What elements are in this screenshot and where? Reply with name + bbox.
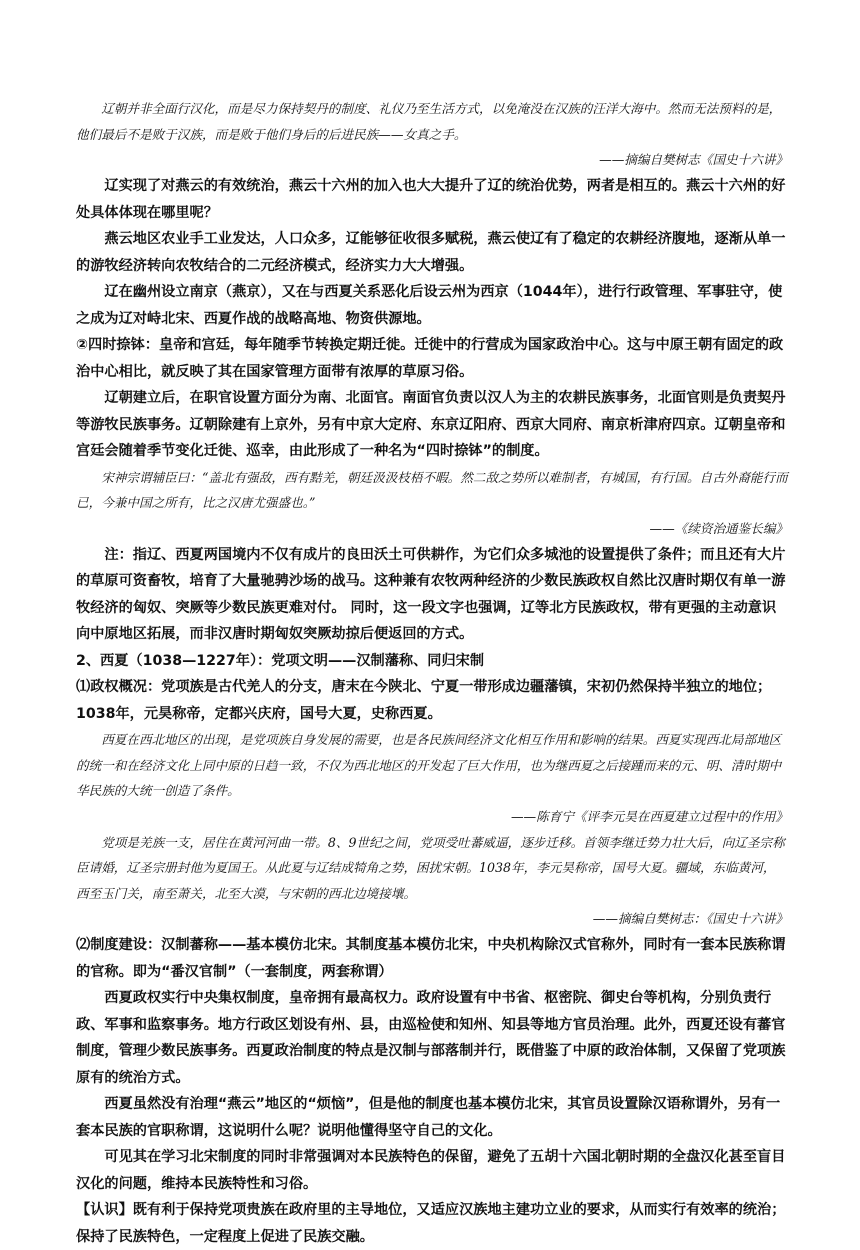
document-page (76, 96, 788, 1250)
paragraph-yanyun-economy: 燕云地区农业手工业发达，人口众多，辽能够征收很多赋税，燕云使辽有了稳定的农耕经济腹地，逐渐从单一的游牧经济转向农牧结合的二元经济模式，经济实力大大增强。 (76, 231, 786, 274)
paragraph-yanyun-question: 辽实现了对燕云的有效统治，燕云十六州的加入也大大提升了辽的统治优势，两者是相互的。燕云十六州的好处具体体现在哪里呢？ (76, 178, 786, 221)
section-heading-western-xia: 2、西夏（1038—1227年）：党项文明——汉制藩称、同归宋制 (76, 652, 485, 669)
paragraph-understanding: 【认识】既有利于保持党项贵族在政府里的主导地位，又适应汉族地主建功立业的要求，从而实行有效率的统治；保持了民族特色，一定程度上促进了民族交融。 (76, 1202, 786, 1245)
paragraph-cultural-preservation: 西夏虽然没有治理“燕云”地区的“烦恼”，但是他的制度也基本模仿北宋，其官员设置除汉语称谓外，另有一套本民族的官职称谓，这说明什么呢？说明他懂得坚守自己的文化。 (76, 1096, 781, 1139)
paragraph-ethnic-characteristics: 可见其在学习北宋制度的同时非常强调对本民族特色的保留，避免了五胡十六国北朝时期的全盘汉化甚至盲目汉化的问题，维持本民族特性和习俗。 (76, 1149, 786, 1192)
paragraph-note: 注：指辽、西夏两国境内不仅有成片的良田沃土可供耕作，为它们众多城池的设置提供了条件；而且还有大片的草原可资畜牧，培育了大量驰骋沙场的战马。这种兼有农牧两种经济的少数民族政权自然比汉唐时期仅有单一游牧经济的匈奴、突厥等少数民族更难对付。 同时，这一段文字也强调，辽等北方民族政权，带有更强的主动意识向中原地区拓展，而非汉唐时期匈奴突厥劫掠后便返回的方式。 (76, 546, 786, 642)
quote-western-xia-significance: 西夏在西北地区的出现，是党项族自身发展的需要，也是各民族间经济文化相互作用和影响的结果。西夏实现西北局部地区的统一和在经济文化上同中原的日趋一致，不仅为西北地区的开发起了巨大作用，也为继西夏之后接踵而来的元、明、清时期中华民族的大统一创造了条件。 (76, 732, 782, 798)
paragraph-regime-overview: ⑴政权概况：党项族是古代羌人的分支，唐末在今陕北、宁夏一带形成边疆藩镇，宋初仍然保持半独立的地位；1038年，元昊称帝，定都兴庆府，国号大夏，史称西夏。 (76, 679, 772, 722)
paragraph-north-south-officials: 辽朝建立后，在职官设置方面分为南、北面官。南面官负责以汉人为主的农耕民族事务，北面官则是负责契丹等游牧民族事务。辽朝除建有上京外，另有中京大定府、东京辽阳府、西京大同府、南京析津府四京。辽朝皇帝和宫廷会随着季节变化迁徙、巡幸，由此形成了一种名为“四时捺钵”的制度。 (76, 390, 786, 459)
quote-dangxiang-history: 党项是羌族一支，居住在黄河河曲一带。8、9世纪之间，党项受吐蕃威逼，逐步迁移。首领李继迁势力壮大后，向辽圣宗称臣请婚，辽圣宗册封他为夏国王。从此夏与辽结成犄角之势，困扰宋朝。1038年，李元昊称帝，国号大夏。疆域，东临黄河，西至玉门关，南至萧关，北至大漠，与宋朝的西北边境接壤。 (76, 834, 785, 901)
paragraph-central-government: 西夏政权实行中央集权制度，皇帝拥有最高权力。政府设置有中书省、枢密院、御史台等机构，分别负责行政、军事和监察事务。地方行政区划设有州、县，由巡检使和知州、知县等地方官员治理。此外，西夏还设有蕃官制度，管理少数民族事务。西夏政治制度的特点是汉制与部落制并行，既借鉴了中原的政治体制，又保留了党项族原有的统治方式。 (76, 990, 786, 1086)
quote-song-shenzong: 宋神宗谓辅臣曰：“盖北有强敌，西有黠羌，朝廷汲汲枝梧不暇。然二敌之势所以难制者，有城国，有行国。自古外裔能行而已，今兼中国之所有，比之汉唐尤强盛也。” (76, 469, 788, 510)
quote-liao-sinicization: 辽朝并非全面行汉化，而是尽力保持契丹的制度、礼仪乃至生活方式，以免淹没在汉族的汪洋大海中。然而无法预料的是，他们最后不是败于汉族，而是败于他们身后的后进民族——女真之手。 (76, 101, 782, 142)
paragraph-institution-building: ⑵制度建设：汉制蕃称——基本模仿北宋。其制度基本模仿北宋，中央机构除汉式官称外，同时有一套本民族称谓的官称。即为“番汉官制”（一套制度，两套称谓） (76, 937, 786, 980)
heading-four-seasons-nabo: ②四时捺钵：皇帝和宫廷，每年随季节转换定期迁徙。迁徙中的行营成为国家政治中心。这与中原王朝有固定的政治中心相比，就反映了其在国家管理方面带有浓厚的草原习俗。 (76, 337, 784, 380)
quote-source: ——陈育宁《评李元昊在西夏建立过程中的作用》 (510, 808, 788, 824)
paragraph-yanyun-administration: 辽在幽州设立南京（燕京），又在与西夏关系恶化后设云州为西京（1044年），进行行政管理、军事驻守，使之成为辽对峙北宋、西夏作战的战略高地、物资供源地。 (76, 284, 783, 327)
quote-source: ——摘编自樊树志：《国史十六讲》 (592, 911, 788, 926)
quote-source: ——《续资治通鉴长编》 (649, 520, 788, 536)
quote-source: ——摘编自樊树志《国史十六讲》 (599, 152, 788, 167)
